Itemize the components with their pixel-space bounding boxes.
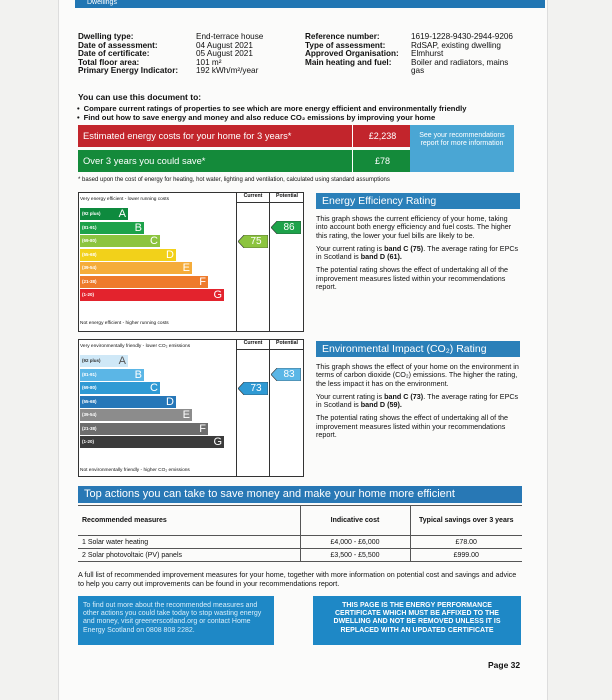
energy-efficiency-chart [78, 192, 304, 332]
band-letter: E [182, 409, 190, 421]
info-value: 04 August 2021 [196, 40, 253, 50]
column-divider [269, 340, 270, 476]
band-letter: D [166, 395, 174, 408]
current-band: band C (75) [384, 243, 424, 253]
info-value: 1619-1228-9430-2944-9206 [411, 32, 513, 41]
current-header: Current [243, 340, 263, 346]
band-range: (69-80) [82, 238, 97, 243]
band-letter: A [118, 355, 126, 367]
chart-bottom-label: Not environmentally friendly - higher CO₂ emissions [80, 468, 190, 473]
uses-item: • Compare current ratings of properties to see which are more energy efficient and environmentally friendly [85, 104, 466, 113]
energy-efficiency-title: Energy Efficiency Rating [316, 193, 520, 209]
description-rating [316, 245, 520, 262]
description-paragraph: This graph shows the effect of your home on the environment in terms of carbon dioxide (CO₂) emissions. The higher the rating, the less impact it has on the environment. [316, 362, 519, 388]
description-paragraph: The potential rating shows the effect of undertaking all of the improvement measures listed within your recommendations report. [316, 413, 509, 440]
rating-band-c [80, 382, 160, 394]
rating-text: . The average rating for EPCs in Scotland is [316, 243, 519, 262]
info-key: Date of assessment: [78, 40, 158, 50]
header-divider [236, 202, 303, 203]
uses-item: • Find out how to save energy and money and also reduce CO₂ emissions by improving your home [85, 113, 466, 122]
column-header: Recommended measures [78, 506, 300, 536]
table-row [78, 549, 522, 562]
band-letter: D [166, 248, 174, 261]
rating-band-e [80, 409, 192, 421]
band-range: (21-38) [82, 425, 97, 431]
band-letter: G [213, 289, 222, 301]
page-number: Page 32 [488, 660, 521, 670]
see-recommendations-box: See your recommendations report for more information [410, 125, 514, 172]
full-list-note: A full list of recommended improvement measures for your home, together with more information on potential cost and savings and advice to help you carry out improvements can be found in your recommendations report. [78, 570, 517, 588]
band-letter: F [199, 275, 206, 288]
energy-efficiency-description [316, 215, 520, 296]
rating-band-b [80, 369, 144, 381]
find-out-more-box: To find out more about the recommended measures and other actions you could take today to stop wasting energy and money, visit greenerscotland.org or contact Home Energy Scotland on 0808 808 2282. [78, 596, 274, 645]
rating-text: Your current rating is [316, 391, 385, 401]
uses-heading: You can use this document to: [78, 92, 202, 102]
environmental-impact-chart [78, 339, 304, 477]
band-range: (21-38) [82, 278, 97, 284]
info-value: 192 kWh/m²/year [196, 66, 259, 76]
rating-band-g [80, 436, 224, 448]
info-value: RdSAP, existing dwelling [411, 40, 501, 50]
band-range: (1-20) [82, 292, 95, 297]
band-letter: E [182, 262, 190, 274]
potential-header: Potential [276, 193, 298, 199]
average-band: band D (61). [360, 252, 402, 262]
savings-value: £78 [352, 150, 412, 172]
info-key: Primary Energy Indicator: [78, 66, 179, 76]
description-paragraph: This graph shows the current efficiency of your home, taking into account both energy efficiency and fuel costs. The higher this rating, the lower your fuel bills are likely to be. [316, 214, 512, 240]
info-key: Main heating and fuel: [305, 57, 392, 67]
band-range: (39-54) [82, 265, 97, 270]
rating-band-g [80, 289, 224, 301]
band-range: (55-68) [82, 398, 97, 404]
recommended-measures-table [78, 505, 522, 562]
measure-savings: £78.00 [410, 536, 522, 549]
rating-band-d [80, 249, 176, 261]
rating-band-a [80, 355, 128, 367]
current-rating-arrow [238, 235, 268, 248]
band-range: (55-68) [82, 251, 97, 257]
potential-rating-arrow-value: 86 [283, 222, 295, 233]
info-value: 05 August 2021 [196, 49, 253, 59]
cost-footnote: * based upon the cost of energy for heating, hot water, lighting and ventilation, calculated using standard assumptions [78, 177, 390, 183]
measure-name: 1 Solar water heating [78, 536, 300, 549]
certificate-notice-box: THIS PAGE IS THE ENERGY PERFORMANCE CERTIFICATE WHICH MUST BE AFFIXED TO THE DWELLING AND NOT BE REMOVED UNLESS IT IS REPLACED WITH AN UPDATED CERTIFICATE [313, 596, 521, 645]
property-info-right [305, 33, 525, 76]
band-letter: F [199, 422, 206, 435]
rating-text: . The average rating for EPCs in Scotland is [316, 391, 519, 410]
rating-band-f [80, 423, 208, 435]
chart-top-label: Very environmentally friendly - lower CO₂ emissions [80, 344, 191, 349]
estimated-cost-label: Estimated energy costs for your home for 3 years* [78, 125, 352, 147]
potential-rating-arrow [271, 221, 301, 234]
info-key: Date of certificate: [78, 49, 150, 59]
estimated-cost-value: £2,238 [352, 125, 412, 147]
column-divider [269, 193, 270, 331]
rating-band-e [80, 262, 192, 274]
rating-text: Your current rating is [316, 243, 385, 253]
property-info-left [78, 33, 263, 76]
band-letter: G [213, 436, 222, 448]
band-range: (39-54) [82, 412, 97, 417]
chart-bottom-label: Not energy efficient - higher running costs [80, 321, 169, 326]
info-value: Boiler and radiators, mains gas [411, 57, 509, 76]
band-range: (92 plus) [82, 211, 101, 216]
potential-header: Potential [276, 340, 298, 346]
info-key: Total floor area: [78, 57, 140, 67]
chart-top-label: Very energy efficient - lower running costs [80, 197, 169, 202]
current-band: band C (73) [384, 391, 424, 401]
section-header-bar: Dwellings [75, 0, 545, 8]
column-divider [236, 193, 237, 331]
band-range: (92 plus) [82, 358, 101, 363]
info-value: End-terrace house [196, 32, 264, 41]
info-key: Type of assessment: [305, 40, 386, 50]
uses-list [85, 104, 466, 122]
measure-cost: £4,000 - £6,000 [300, 536, 410, 549]
rating-band-c [80, 235, 160, 247]
measure-name: 2 Solar photovoltaic (PV) panels [78, 549, 300, 562]
savings-label: Over 3 years you could save* [78, 150, 352, 172]
environmental-impact-description [316, 363, 520, 444]
table-header-row [78, 506, 522, 536]
potential-rating-arrow-value: 83 [283, 369, 295, 380]
potential-rating-arrow [271, 368, 301, 381]
band-range: (81-91) [82, 224, 97, 230]
band-letter: C [150, 382, 158, 394]
band-letter: B [134, 368, 142, 381]
header-divider [236, 349, 303, 350]
environmental-impact-title: Environmental Impact (CO₂) Rating [316, 341, 520, 357]
band-letter: A [118, 208, 126, 220]
column-header: Indicative cost [300, 506, 410, 536]
info-value: 101 m² [196, 57, 222, 67]
top-actions-title: Top actions you can take to save money and make your home more efficient [78, 486, 522, 503]
measure-savings: £999.00 [410, 549, 522, 562]
band-range: (81-91) [82, 371, 97, 377]
info-key: Dwelling type: [78, 32, 134, 41]
current-rating-arrow [238, 382, 268, 395]
column-header: Typical savings over 3 years [410, 506, 522, 536]
band-letter: C [150, 235, 158, 247]
measure-cost: £3,500 - £5,500 [300, 549, 410, 562]
current-rating-arrow-value: 75 [250, 235, 262, 247]
current-header: Current [243, 193, 263, 199]
table-row [78, 536, 522, 549]
band-range: (69-80) [82, 385, 97, 390]
info-key: Approved Organisation: [305, 49, 399, 59]
rating-band-d [80, 396, 176, 408]
info-key: Reference number: [305, 32, 380, 41]
band-letter: B [134, 221, 142, 234]
column-divider [236, 340, 237, 476]
rating-band-b [80, 222, 144, 234]
current-rating-arrow-value: 73 [250, 382, 262, 394]
description-rating [316, 393, 520, 410]
rating-band-a [80, 208, 128, 220]
band-range: (1-20) [82, 439, 95, 444]
average-band: band D (59). [360, 400, 402, 410]
description-paragraph: The potential rating shows the effect of undertaking all of the improvement measures listed within your recommendations report. [316, 265, 509, 292]
info-value: Elmhurst [411, 49, 444, 59]
rating-band-f [80, 276, 208, 288]
